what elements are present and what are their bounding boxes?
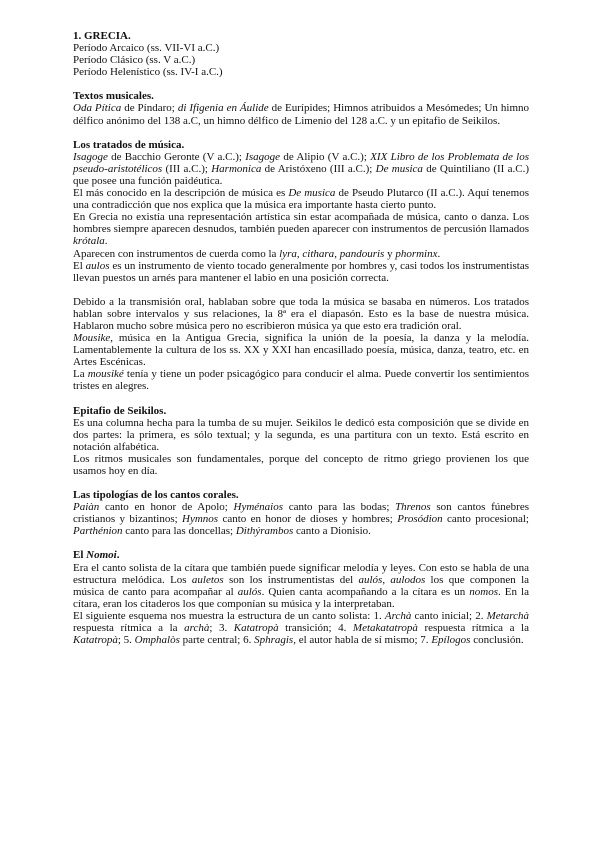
text-run: . Quien canta acompañando a la cítara es un (261, 585, 470, 598)
italic-term: auletos (191, 573, 224, 586)
text-run: En Grecia no existía una representación artística sin estar acompañada de música, canto o danza. Los hombres siempre aparecen desnudos, también pueden aparecer con instrumentos de percusión llamados (73, 211, 529, 236)
text-run: , (334, 247, 340, 260)
text-run: es un instrumento de viento tocado generalmente por hombres y, casi todos los instrumentistas llevan puestos un arnés para mantener el labio en una posición correcta. (73, 259, 530, 284)
paragraph-de-musica (73, 187, 529, 211)
italic-term: Harmonica (211, 162, 262, 175)
italic-term: Hyménaios (233, 501, 284, 514)
text-run: Los ritmos musicales son fundamentales, porque del concepto de ritmo griego provienen los que usamos hoy en día. (73, 452, 529, 477)
text-run: , música en la Antigua Grecia, significa la unión de la poesía, la danza y la melodía. Lamentablemente la cultura de los ss. XX y XXI han encasillado poesía, música, danza, teatro, etc. en Artes Escénicas. (73, 332, 529, 369)
paragraph-tratados-list (73, 151, 529, 187)
text-run: ; 5. (117, 634, 135, 647)
italic-term: Threnos (395, 501, 431, 514)
text-run: canto procesional; (442, 513, 529, 526)
heading-nomoi-prefix: El (73, 549, 87, 562)
text-run: transición; 4. (278, 622, 353, 635)
text-run: de Quintiliano (II a.C.) que posee una función paidéutica. (73, 162, 529, 187)
heading-tipologias: Las tipologías de los cantos corales. (73, 489, 239, 502)
paragraph-nomoi-esquema (73, 610, 529, 646)
text-run: conclusión. (470, 634, 524, 647)
text-run: ; 3. (209, 622, 234, 635)
text-run: canto en honor de dioses y hombres; (218, 513, 398, 526)
paragraph-epitafio-columna (73, 417, 529, 453)
text-run: parte central; 6. (179, 634, 255, 647)
text-run: tenía y tiene un poder psicagógico para conducir el alma. Puede convertir los sentimientos tristes en alegres. (73, 368, 529, 393)
text-run: . En la cítara, eran los citaderos los que componían su música y la interpretaban. (73, 585, 529, 610)
italic-term: Isagoge (73, 150, 108, 163)
paragraph-psicagogico (73, 368, 529, 392)
italic-term: Metarchà (486, 609, 529, 622)
paragraph-aulos (73, 260, 529, 284)
text-run: canto a Dionisio. (293, 525, 371, 538)
italic-term: Isagoge (245, 150, 281, 163)
italic-term: Prosódion (397, 513, 443, 526)
italic-term: Oda Pítica (73, 102, 122, 115)
italic-term: mousiké (87, 368, 124, 381)
text-run: de Bacchio Geronte (V a.C.); (107, 150, 246, 163)
text-run: canto para las bodas; (283, 501, 396, 514)
italic-term: Mousike (73, 332, 111, 345)
paragraph-textos (73, 102, 529, 126)
document-page (73, 30, 529, 646)
text-run: , (296, 247, 303, 260)
italic-term: Hymnos (182, 513, 219, 526)
heading-tratados: Los tratados de música. (73, 138, 185, 151)
text-run: son los instrumentistas del (223, 573, 359, 586)
italic-term: aulós (358, 573, 383, 586)
text-run: Aparecen con instrumentos de cuerda como la (73, 247, 280, 260)
italic-term: De musica (288, 187, 336, 200)
text-run: canto en honor de Apolo; (99, 501, 234, 514)
text-run: (III a.C.); (162, 162, 212, 175)
paragraph-ritmos (73, 453, 529, 477)
text-run: . (104, 235, 108, 248)
section-title-grecia: 1. GRECIA. (73, 30, 131, 42)
text-run: respuesta rítmica a la (73, 622, 185, 635)
text-run: El más conocido en la descripción de música es (73, 187, 289, 200)
italic-term: archà (184, 622, 210, 635)
paragraph-nomoi-cantos (73, 562, 529, 610)
heading-textos-musicales: Textos musicales. (73, 90, 154, 103)
italic-term: Epílogos (431, 634, 471, 647)
text-run: El (73, 259, 86, 272)
heading-nomoi (73, 549, 529, 561)
italic-term: XIX Libro de los Problemata de los pseudo-aristotélicos (73, 150, 529, 175)
period-archaic: Período Arcaico (ss. VII-VI a.C.) (73, 42, 220, 55)
text-run: de Alipio (V a.C.); (280, 150, 371, 163)
text-run: respuesta rítmica a la (417, 622, 529, 635)
italic-term: Omphalòs (134, 634, 180, 647)
italic-term: pandouris (339, 247, 385, 260)
heading-nomoi-italic: Nomoi (86, 549, 117, 562)
italic-term: aulodos (390, 573, 426, 586)
italic-term: Dithýrambos (235, 525, 294, 538)
italic-term: Katatropà (233, 622, 279, 635)
italic-term: aulos (85, 259, 110, 272)
italic-term: di Ifigenia en Áulide (177, 102, 269, 115)
paragraph-representacion (73, 211, 529, 247)
text-run: de Píndaro; (121, 102, 178, 115)
italic-term: Parthénion (73, 525, 123, 538)
text-run: La (73, 368, 88, 381)
text-run: Debido a la transmisión oral, hablaban sobre que toda la música se basaba en números. Los tratados hablan sobre intervalos y sus relaciones, la 8ª era el diapasón. Esto es la base de nuestra música. Hablaron mucho sobre música pero no escribieron música ya que esto era tradición oral. (73, 295, 529, 332)
text-run: canto para las doncellas; (122, 525, 236, 538)
paragraph-tipologias (73, 501, 529, 537)
italic-term: nomos (469, 585, 498, 598)
italic-term: cithara (302, 247, 335, 260)
italic-term: phorminx (395, 247, 438, 260)
text-run: y (384, 247, 396, 260)
text-run: El siguiente esquema nos muestra la estructura de un canto solista: 1. (73, 609, 385, 622)
paragraph-transmision-oral (73, 296, 529, 332)
italic-term: krótala (73, 235, 105, 248)
italic-term: aulós (237, 585, 262, 598)
paragraph-mousike (73, 332, 529, 368)
period-classical: Período Clásico (ss. V a.C.) (73, 54, 196, 67)
italic-term: Archà (384, 609, 412, 622)
heading-epitafio: Epitafio de Seikilos. (73, 404, 167, 417)
heading-nomoi-suffix: . (116, 549, 120, 562)
text-run: de Aristóxeno (III a.C.); (261, 162, 376, 175)
text-run: de Eurípides; Himnos atribuidos a Mesómedes; Un himno délfico anónimo del 138 a.C, un himno délfico de Limenio del 128 a.C. y un epitafio de Seikilos. (73, 102, 529, 127)
text-run: de Pseudo Plutarco (II a.C.). Aquí tenemos una contradicción que nos explica que la música era importante hasta cierto punto. (73, 187, 529, 212)
text-run: los que componen la música de canto para acompañar al (73, 573, 530, 598)
text-run: Es una columna hecha para la tumba de su mujer. Seikilos le dedicó esta composición que se divide en dos partes: la primera, es sólo textual; y la segunda, es una partitura con un texto. Está escrito en notación alfabética. (73, 416, 529, 453)
italic-term: Metakatatropà (352, 622, 418, 635)
italic-term: Paiàn (73, 501, 100, 514)
text-run: Era el canto solista de la cítara que también puede significar melodía y leyes. Con esto se habla de una estructura melódica. Los (73, 561, 529, 586)
text-run: , el autor habla de sí mismo; 7. (293, 634, 432, 647)
text-run: canto inicial; 2. (411, 609, 487, 622)
italic-term: Katatropà (73, 634, 118, 647)
italic-term: lyra (279, 247, 297, 260)
text-run: , (382, 573, 391, 586)
italic-term: Sphragis (254, 634, 294, 647)
italic-term: De musica (375, 162, 423, 175)
text-run: son cantos fúnebres cristianos y bizantinos; (73, 501, 529, 526)
paragraph-instrumentos-cuerda (73, 248, 529, 260)
period-hellenistic: Período Helenístico (ss. IV-I a.C.) (73, 66, 223, 79)
text-run: . (437, 247, 441, 260)
